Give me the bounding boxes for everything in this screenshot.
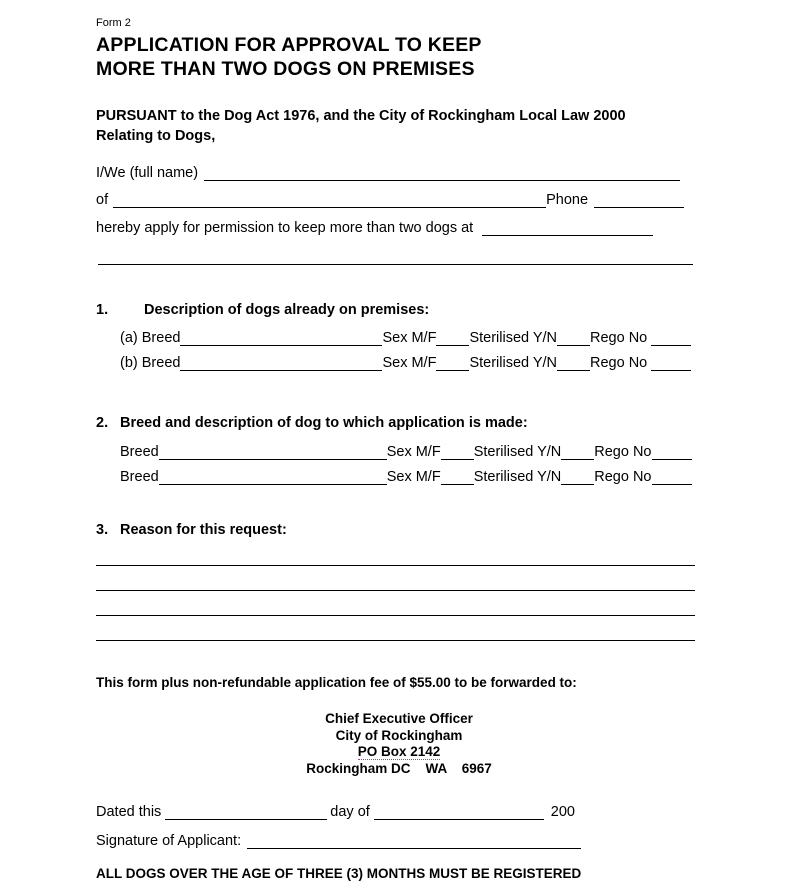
pursuant-line-1: PURSUANT to the Dog Act 1976, and the City of Rockingham Local Law 2000: [96, 108, 626, 124]
breed-label: (a) Breed: [120, 330, 181, 346]
full-name-field[interactable]: [204, 166, 680, 181]
rego-field[interactable]: [651, 331, 691, 346]
sex-label: Sex M/F: [386, 444, 441, 460]
day-field[interactable]: [165, 805, 327, 820]
of-label: of: [96, 192, 109, 208]
reason-line-3[interactable]: [96, 615, 695, 616]
section-2-number: 2.: [96, 415, 109, 431]
breed-field[interactable]: [159, 445, 387, 460]
section-3-heading: Reason for this request:: [120, 522, 287, 538]
sex-field[interactable]: [441, 470, 474, 485]
address-line-4: Rockingham DC WA 6967: [306, 761, 492, 776]
breed-field[interactable]: [180, 331, 382, 346]
fee-note: This form plus non-refundable application fee of $55.00 to be forwarded to:: [96, 675, 577, 690]
section-3-number: 3.: [96, 522, 109, 538]
rego-label: Rego No: [590, 330, 648, 346]
address-field[interactable]: [113, 193, 546, 208]
address-line-2: City of Rockingham: [335, 728, 463, 743]
sterilised-field[interactable]: [561, 445, 594, 460]
signature-field[interactable]: [247, 834, 581, 849]
sex-field[interactable]: [436, 331, 469, 346]
sterilised-field[interactable]: [561, 470, 594, 485]
signature-row: [96, 833, 581, 849]
breed-label: Breed: [120, 444, 159, 460]
premises-field[interactable]: [482, 221, 653, 236]
rego-label: Rego No: [590, 355, 648, 371]
phone-field[interactable]: [594, 193, 684, 208]
rego-label: Rego No: [594, 444, 652, 460]
section-1-number: 1.: [96, 302, 109, 318]
sterilised-field[interactable]: [557, 331, 590, 346]
breed-field[interactable]: [180, 356, 382, 371]
rego-label: Rego No: [594, 469, 652, 485]
new-dog-row-1: [120, 444, 692, 460]
sterilised-label: Sterilised Y/N: [469, 330, 558, 346]
existing-dog-row-a: [120, 330, 691, 346]
breed-field[interactable]: [159, 470, 387, 485]
breed-label: Breed: [120, 469, 159, 485]
reason-line-4[interactable]: [96, 640, 695, 641]
sex-label: Sex M/F: [386, 469, 441, 485]
premises-row: [96, 220, 653, 236]
address-line-1: Chief Executive Officer: [325, 711, 473, 726]
phone-label: Phone: [546, 192, 589, 208]
address-line-3: [250, 743, 548, 760]
pursuant-line-2: Relating to Dogs,: [96, 128, 216, 144]
apply-label: hereby apply for permission to keep more than two dogs at: [96, 220, 474, 236]
po-box: PO Box 2142: [357, 744, 441, 759]
title-line-2: MORE THAN TWO DOGS ON PREMISES: [96, 58, 475, 80]
sterilised-label: Sterilised Y/N: [473, 444, 562, 460]
day-of-label: day of: [330, 804, 370, 820]
rego-field[interactable]: [652, 470, 692, 485]
dated-row: [96, 804, 575, 820]
rego-field[interactable]: [652, 445, 692, 460]
full-name-label: I/We (full name): [96, 165, 199, 181]
registration-notice: ALL DOGS OVER THE AGE OF THREE (3) MONTHS MUST BE REGISTERED: [96, 866, 582, 881]
section-1-heading: Description of dogs already on premises:: [144, 302, 430, 318]
sterilised-label: Sterilised Y/N: [469, 355, 558, 371]
new-dog-row-2: [120, 469, 692, 485]
section-2-heading: Breed and description of dog to which application is made:: [120, 415, 528, 431]
form-number: Form 2: [96, 17, 131, 29]
reason-line-1[interactable]: [96, 565, 695, 566]
month-field[interactable]: [374, 805, 544, 820]
breed-label: (b) Breed: [120, 355, 181, 371]
sex-field[interactable]: [436, 356, 469, 371]
year-prefix: 200: [550, 804, 575, 820]
dated-label: Dated this: [96, 804, 162, 820]
sex-field[interactable]: [441, 445, 474, 460]
signature-label: Signature of Applicant:: [96, 833, 242, 849]
existing-dog-row-b: [120, 355, 691, 371]
sex-label: Sex M/F: [382, 330, 437, 346]
sex-label: Sex M/F: [382, 355, 437, 371]
address-row: [96, 192, 684, 208]
sterilised-label: Sterilised Y/N: [473, 469, 562, 485]
title-line-1: APPLICATION FOR APPROVAL TO KEEP: [96, 34, 482, 56]
reason-line-2[interactable]: [96, 590, 695, 591]
sterilised-field[interactable]: [557, 356, 590, 371]
full-name-row: [96, 165, 680, 181]
premises-field-line-2[interactable]: [98, 264, 693, 265]
rego-field[interactable]: [651, 356, 691, 371]
